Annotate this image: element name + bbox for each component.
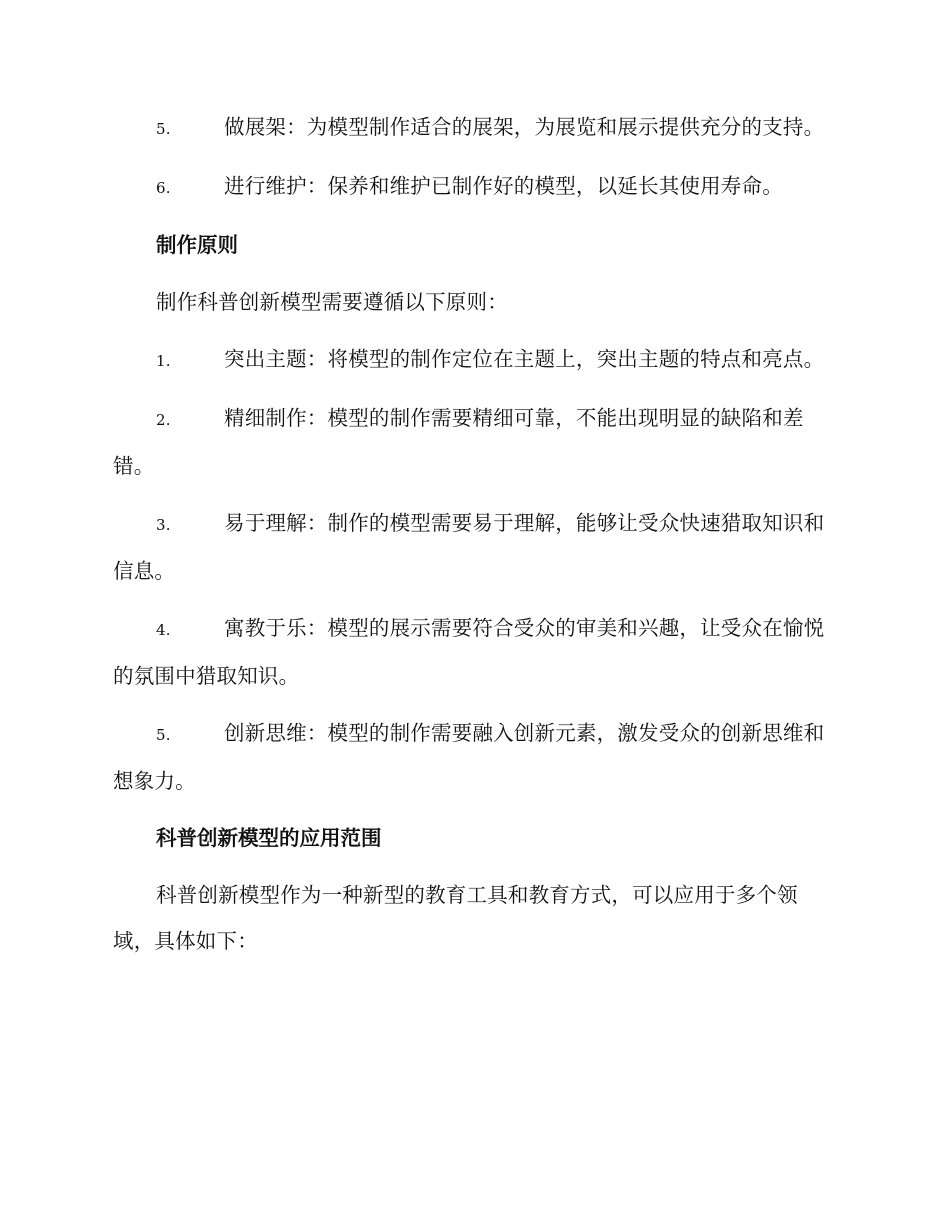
list-text: 进行维护：保养和维护已制作好的模型，以延长其使用寿命。 — [224, 174, 783, 198]
list-item — [113, 163, 835, 211]
list-number: 5. — [156, 120, 171, 138]
list-item — [113, 395, 835, 489]
document-body — [113, 104, 835, 975]
section-heading-principles: 制作原则 — [156, 233, 238, 257]
list-number: 1. — [156, 352, 171, 370]
list-number: 3. — [156, 516, 171, 534]
list-number: 4. — [156, 621, 171, 639]
list-item — [113, 710, 835, 804]
list-text: 精细制作：模型的制作需要精细可靠，不能出现明显的缺陷和差错。 — [113, 406, 804, 478]
list-number: 5. — [156, 726, 171, 744]
list-text: 创新思维：模型的制作需要融入创新元素，激发受众的创新思维和想象力。 — [113, 721, 825, 793]
list-text: 易于理解：制作的模型需要易于理解，能够让受众快速猎取知识和信息。 — [113, 511, 825, 583]
intro-paragraph-applications: 科普创新模型作为一种新型的教育工具和教育方式，可以应用于多个领域，具体如下： — [113, 883, 798, 953]
list-text: 突出主题：将模型的制作定位在主题上，突出主题的特点和亮点。 — [224, 347, 825, 371]
list-text: 寓教于乐：模型的展示需要符合受众的审美和兴趣，让受众在愉悦的氛围中猎取知识。 — [113, 616, 825, 688]
list-item — [113, 104, 835, 152]
list-number: 6. — [156, 179, 171, 197]
list-item — [113, 500, 835, 594]
section-heading-applications: 科普创新模型的应用范围 — [156, 826, 382, 850]
list-text: 做展架：为模型制作适合的展架，为展览和展示提供充分的支持。 — [224, 115, 825, 139]
list-item — [113, 605, 835, 699]
list-number: 2. — [156, 411, 171, 429]
intro-paragraph-principles: 制作科普创新模型需要遵循以下原则： — [156, 290, 508, 314]
list-item — [113, 336, 835, 384]
